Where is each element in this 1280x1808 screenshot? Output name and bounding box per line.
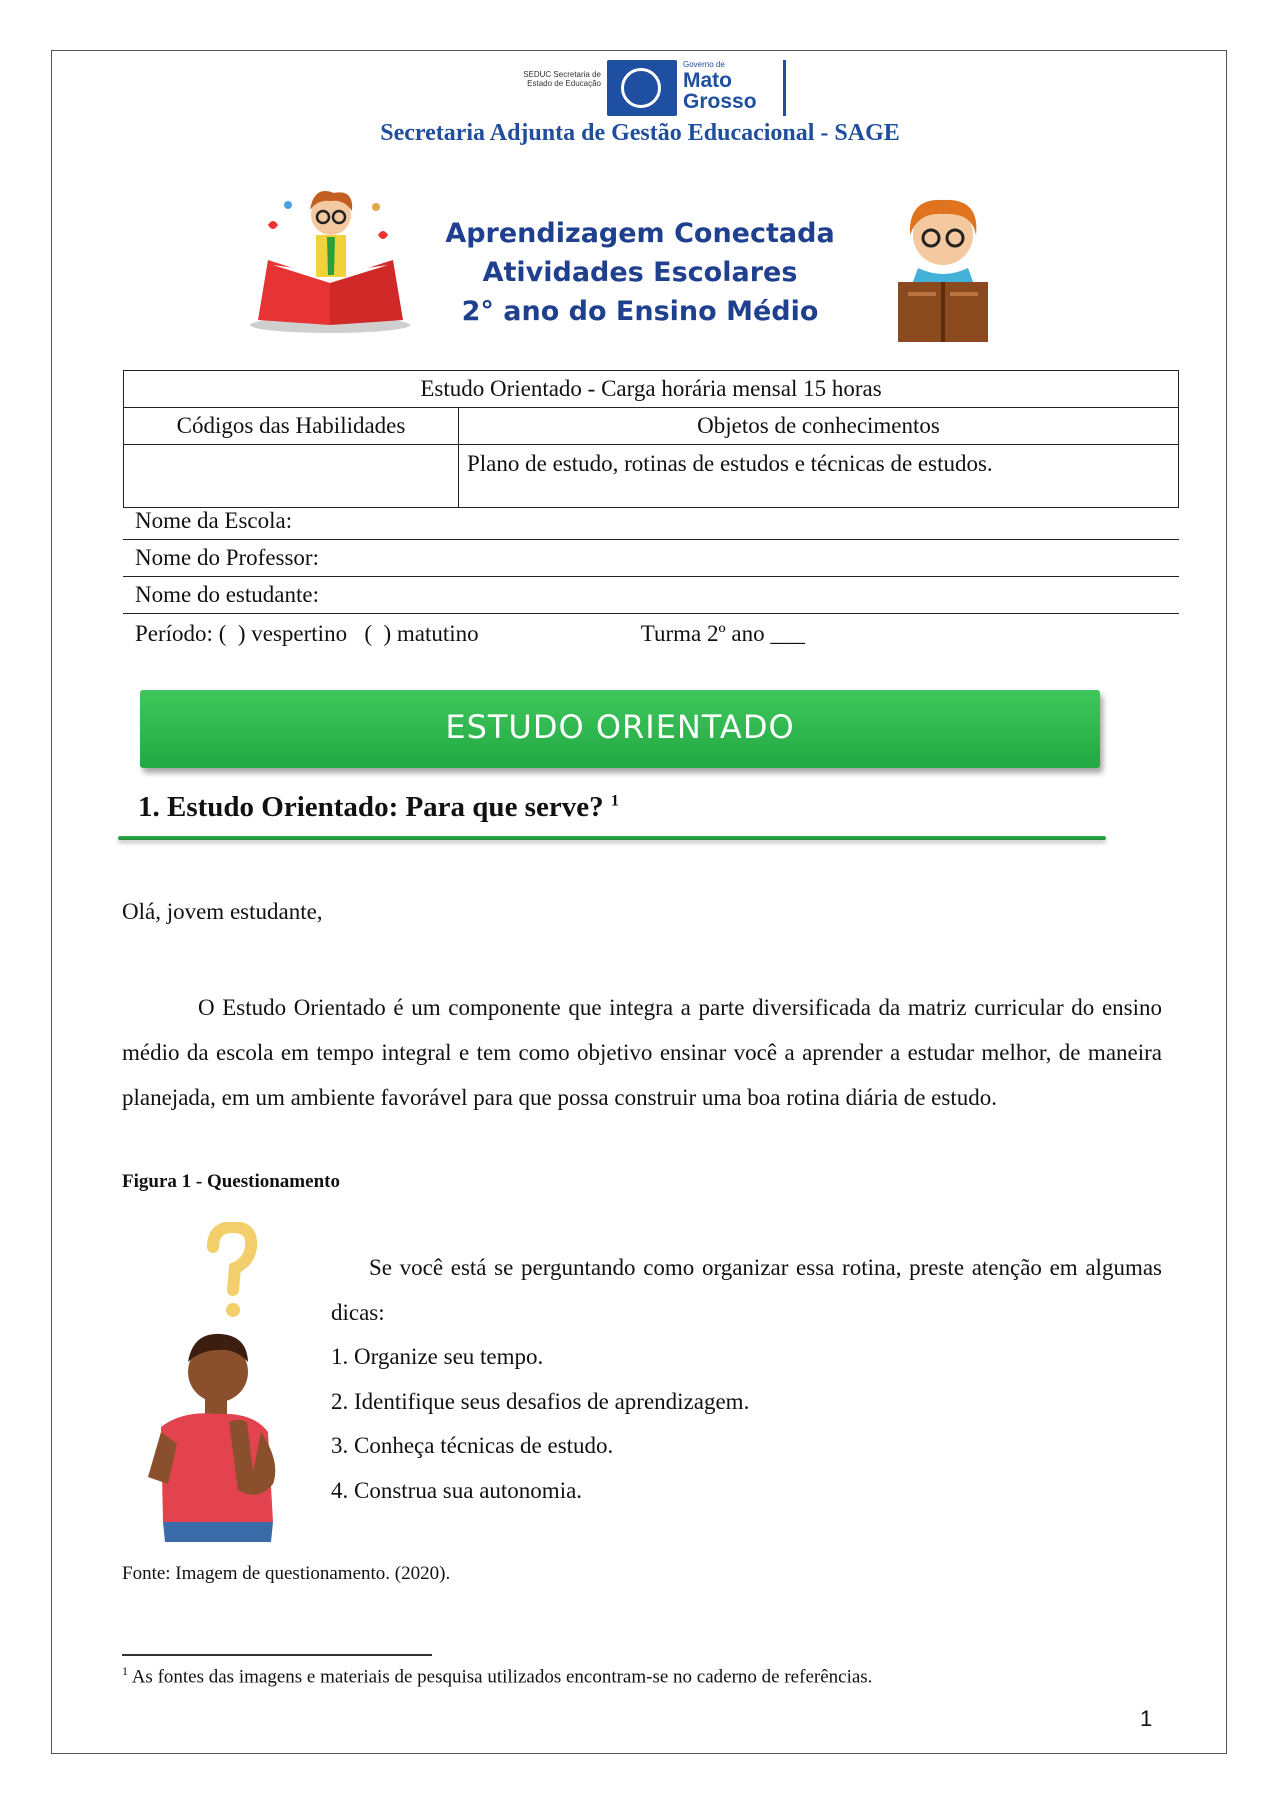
tip-item: 1. Organize seu tempo.	[331, 1344, 544, 1369]
professor-field[interactable]: Nome do Professor:	[123, 540, 1179, 577]
habilidades-cell	[124, 445, 459, 508]
student-fields	[123, 503, 1179, 654]
escola-field[interactable]: Nome da Escola:	[123, 503, 1179, 540]
objetos-cell: Plano de estudo, rotinas de estudos e técnicas de estudos.	[459, 445, 1179, 508]
footnote-ref: 1	[610, 792, 619, 810]
page-number: 1	[1140, 1706, 1153, 1731]
figure-caption: Figura 1 - Questionamento	[122, 1171, 340, 1192]
banner-title: Aprendizagem Conectada Atividades Escolares 2° ano do Ensino Médio	[445, 218, 835, 327]
seduc-logo-text: SEDUC Secretaria de Estado de Educação	[523, 70, 601, 88]
section-banner-label: ESTUDO ORIENTADO	[445, 708, 795, 746]
tips-intro: Se você está se perguntando como organizar essa rotina, preste atenção em algumas dicas:	[331, 1255, 1162, 1325]
secretaria-title: Secretaria Adjunta de Gestão Educacional - SAGE	[380, 120, 900, 146]
tip-item: 3. Conheça técnicas de estudo.	[331, 1433, 614, 1458]
turma-field[interactable]: Turma 2º ano ___	[640, 621, 805, 646]
study-tips	[331, 1246, 1162, 1513]
governo-logo: Governo de Mato Grosso	[683, 60, 786, 116]
footnote-divider	[122, 1654, 432, 1656]
figure-source: Fonte: Imagem de questionamento. (2020).	[122, 1563, 451, 1584]
section-rule	[118, 836, 1106, 840]
seduc-logo	[505, 60, 785, 118]
state-emblem-icon	[607, 60, 677, 116]
greeting: Olá, jovem estudante,	[122, 899, 323, 924]
periodo-field[interactable]: Período: ( ) vespertino ( ) matutino	[135, 621, 479, 646]
col-objetos-header: Objetos de conhecimentos	[459, 408, 1179, 445]
section-title: 1. Estudo Orientado: Para que serve? $^1$	[138, 791, 619, 823]
kid-reading-illustration	[248, 185, 413, 335]
questioning-person-illustration	[143, 1222, 293, 1542]
tip-item: 4. Construa sua autonomia.	[331, 1477, 583, 1503]
estudante-field[interactable]: Nome do estudante:	[123, 577, 1179, 614]
girl-reading-illustration	[888, 190, 998, 345]
footnote: $^1$ As fontes das imagens e materiais de pesquisa utilizados encontram-se no caderno de referências.	[122, 1664, 873, 1688]
table-title: Estudo Orientado - Carga horária mensal 15 horas	[124, 371, 1179, 408]
intro-paragraph: O Estudo Orientado é um componente que integra a parte diversificada da matriz curricular do ensino médio da escola em tempo integral e tem como objetivo ensinar você a aprender a estudar melhor, de maneira planejada, em um ambiente favorável para que possa construir uma boa rotina diária de estudo.	[122, 995, 1162, 1110]
tip-item: 2. Identifique seus desafios de aprendizagem.	[331, 1388, 750, 1414]
section-banner	[140, 690, 1100, 768]
col-habilidades-header: Códigos das Habilidades	[124, 408, 459, 445]
course-info-table	[123, 370, 1179, 508]
